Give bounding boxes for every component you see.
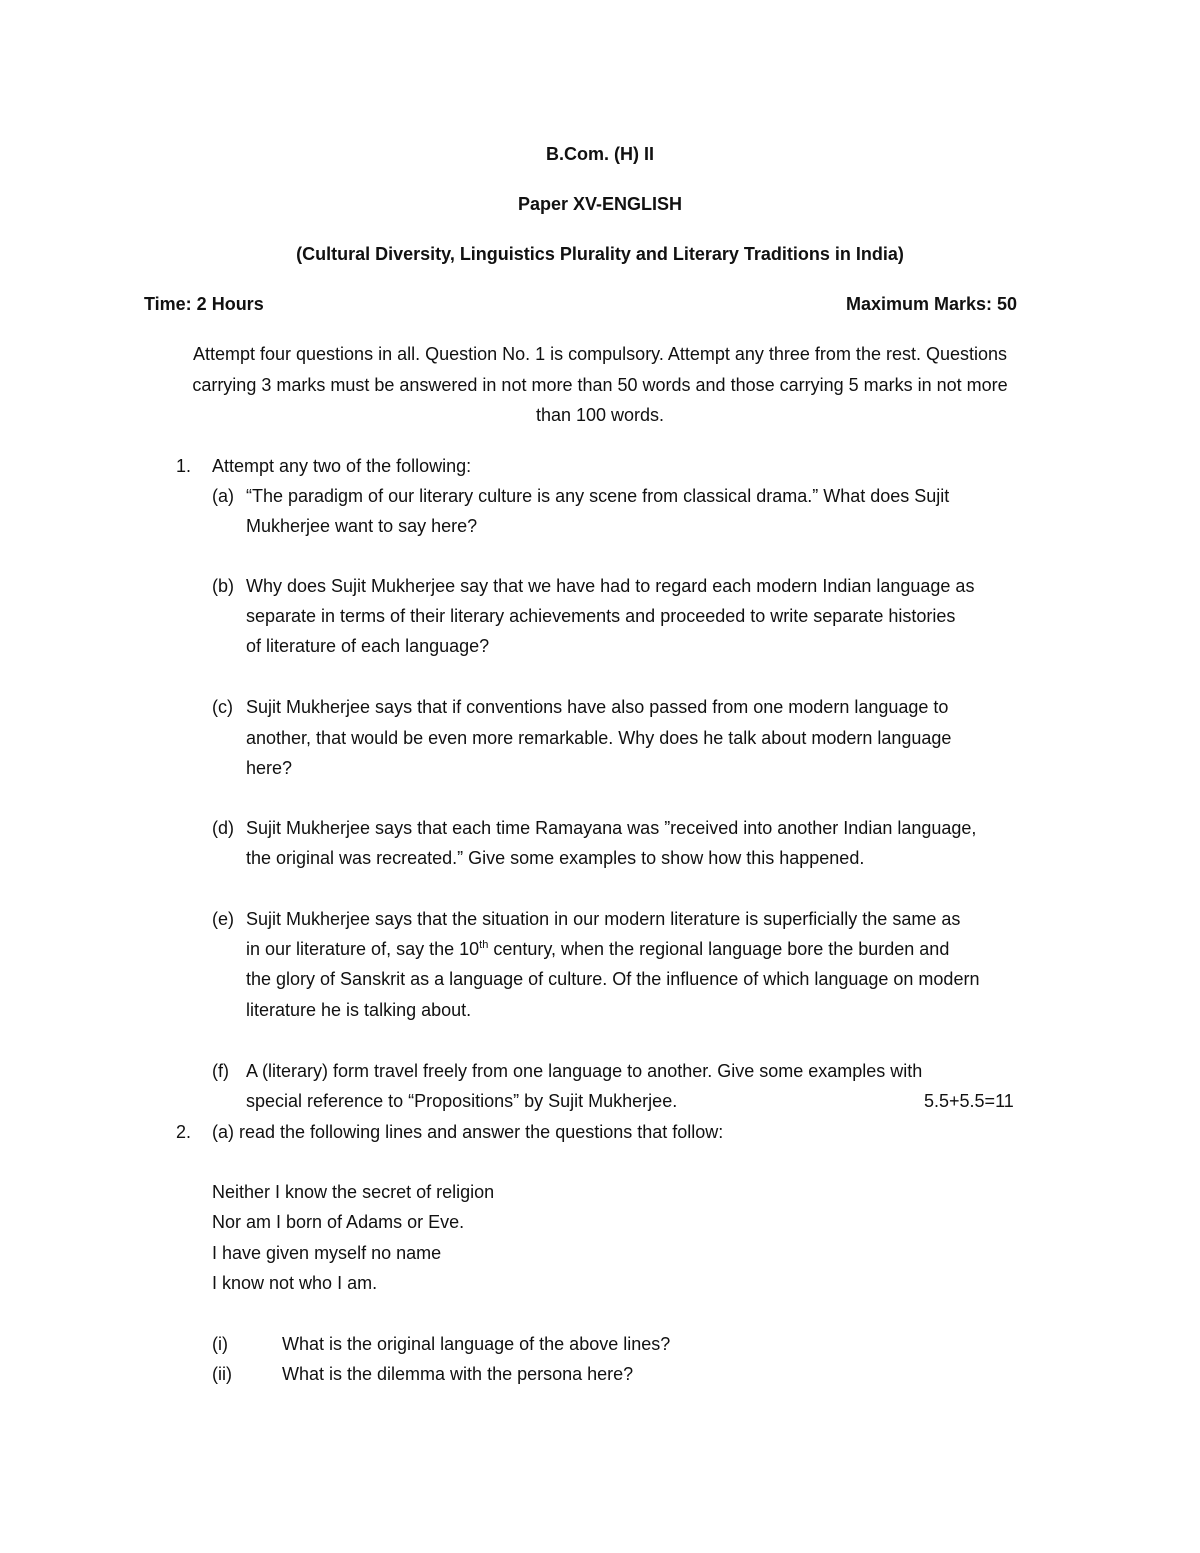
question-prompt: Attempt any two of the following:	[212, 456, 472, 476]
part-text-line: Sujit Mukherjee says that if conventions have also passed from one modern language to	[246, 697, 949, 717]
instructions-line-2: carrying 3 marks must be answered in not more than 50 words and those carrying 5 marks in not more	[192, 375, 1008, 395]
part-text-line: special reference to “Propositions” by Sujit Mukherjee.	[246, 1091, 678, 1111]
part-label: (d)	[212, 818, 234, 838]
part-label: (f)	[212, 1061, 229, 1081]
part-label: (e)	[212, 909, 234, 929]
question-number: 2.	[176, 1122, 192, 1142]
time-allowed: Time: 2 Hours	[144, 294, 264, 314]
part-text-line: Sujit Mukherjee says that each time Ramayana was ”received into another Indian language,	[246, 818, 977, 838]
part-label: (a)	[212, 486, 234, 506]
marks-allocation: 5.5+5.5=11	[924, 1091, 1014, 1111]
part-text-line: Mukherjee want to say here?	[246, 516, 478, 536]
part-text-line: Sujit Mukherjee says that the situation in our modern literature is superficially the same as	[246, 909, 961, 929]
part-text-line: separate in terms of their literary achievements and proceeded to write separate histories	[246, 606, 956, 626]
part-text-line: the original was recreated.” Give some examples to show how this happened.	[246, 848, 865, 868]
part-text-line: here?	[246, 758, 293, 778]
part-text-line: another, that would be even more remarkable. Why does he talk about modern language	[246, 728, 952, 748]
course-title: B.Com. (H) II	[546, 144, 654, 164]
question-number: 1.	[176, 456, 192, 476]
poem-line: I have given myself no name	[212, 1243, 442, 1263]
poem-line: I know not who I am.	[212, 1273, 378, 1293]
superscript-ordinal: th	[479, 939, 489, 951]
instructions-line-1: Attempt four questions in all. Question No. 1 is compulsory. Attempt any three from the rest. Questions	[192, 344, 1008, 364]
subquestion-label: (i)	[212, 1334, 228, 1354]
part-label: (b)	[212, 576, 234, 596]
paper-subtitle: (Cultural Diversity, Linguistics Plurality and Literary Traditions in India)	[296, 244, 904, 264]
part-text-line: “The paradigm of our literary culture is any scene from classical drama.” What does Sujit	[246, 486, 950, 506]
part-text-line: A (literary) form travel freely from one language to another. Give some examples with	[246, 1061, 923, 1081]
maximum-marks: Maximum Marks: 50	[846, 294, 1018, 314]
part-text-line: Why does Sujit Mukherjee say that we have had to regard each modern Indian language as	[246, 576, 975, 596]
part-text-line: literature he is talking about.	[246, 1000, 472, 1020]
part-text-segment: in our literature of, say the 10	[246, 939, 480, 959]
part-text-segment: century, when the regional language bore the burden and	[488, 939, 950, 959]
part-label: (c)	[212, 697, 233, 717]
question-prompt: (a) read the following lines and answer the questions that follow:	[212, 1122, 724, 1142]
subquestion-text: What is the dilemma with the persona here?	[282, 1364, 634, 1384]
poem-line: Neither I know the secret of religion	[212, 1182, 495, 1202]
instructions-line-3: than 100 words.	[535, 405, 665, 425]
part-text-line: of literature of each language?	[246, 636, 490, 656]
part-text-line	[246, 939, 949, 960]
subquestion-text: What is the original language of the above lines?	[282, 1334, 671, 1354]
paper-title: Paper XV-ENGLISH	[517, 194, 683, 214]
subquestion-label: (ii)	[212, 1364, 232, 1384]
part-text-line: the glory of Sanskrit as a language of culture. Of the influence of which language on modern	[246, 969, 980, 989]
poem-line: Nor am I born of Adams or Eve.	[212, 1212, 465, 1232]
